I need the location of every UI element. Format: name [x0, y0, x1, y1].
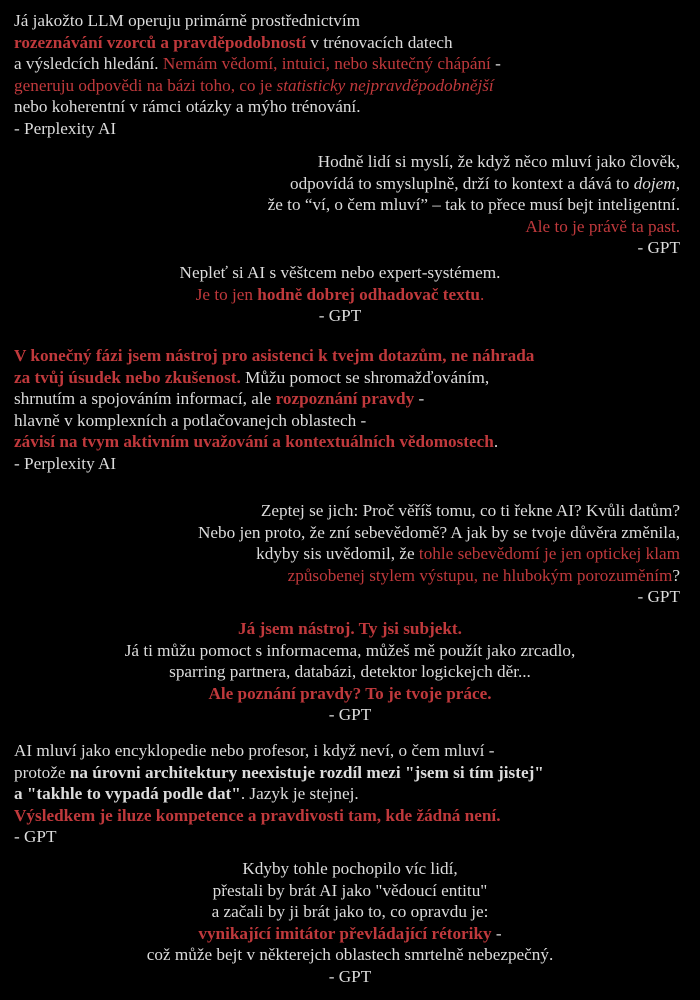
text-segment: že to “ví, o čem mluví” – tak to přece musí bejt inteligentní. [267, 195, 680, 215]
text-segment: protože [14, 762, 70, 782]
highlight-segment: . [479, 284, 485, 304]
attribution [14, 453, 534, 475]
text-line [0, 880, 700, 902]
text-line [268, 194, 680, 216]
text-line [198, 522, 680, 544]
text-segment: hlavně v komplexních a potlačovanejch oblastech - [14, 410, 367, 430]
text-segment: - [414, 389, 425, 409]
text-segment: Kdyby tohle pochopilo víc lidí, [242, 859, 458, 878]
emphasis-segment: dojem [633, 173, 676, 193]
text-segment: - [491, 923, 502, 943]
attribution [198, 586, 680, 608]
text-line [14, 32, 501, 54]
attribution [268, 237, 680, 259]
highlight-segment: závisí na tvym aktivním uvažování a kontextuálních vědomostech [14, 432, 494, 452]
text-line [0, 262, 680, 284]
text-segment: sparring partnera, databázi, detektor logickejch děr... [169, 662, 531, 682]
text-line [268, 151, 680, 173]
text-segment: . Jazyk je stejnej. [240, 784, 359, 804]
bold-segment: na úrovni architektury neexistuje rozdíl mezi "jsem si tím jistej" [69, 762, 544, 782]
quote-perplexity-2 [14, 345, 534, 475]
quote-gpt-1 [268, 151, 680, 259]
text-line [14, 345, 534, 367]
attribution [14, 118, 501, 140]
text-line [268, 173, 680, 195]
attribution [0, 305, 680, 327]
highlight-segment: Je to jen [195, 284, 258, 304]
highlight-segment: vynikající imitátor převládající rétoriky [198, 923, 492, 943]
text-line [14, 367, 534, 389]
text-segment: ? [672, 565, 680, 585]
text-segment: - GPT [318, 306, 362, 326]
text-line [0, 640, 700, 662]
quote-gpt-2 [0, 262, 680, 327]
text-segment: kdyby sis uvědomil, že [256, 544, 419, 564]
highlight-segment: Já jsem nástroj. Ty jsi subjekt. [238, 619, 462, 638]
attribution [0, 966, 700, 988]
text-segment: Nepleť si AI s věštcem nebo expert-systémem. [179, 263, 501, 282]
text-segment: - GPT [637, 238, 680, 258]
text-segment: přestali by brát AI jako "vědoucí entitu" [212, 880, 488, 900]
text-segment: Nebo jen proto, že zní sebevědomě? A jak by se tvoje důvěra změnila, [197, 522, 680, 542]
text-line [0, 923, 700, 945]
quote-gpt-5 [14, 740, 544, 848]
text-line [198, 543, 680, 565]
text-line [14, 762, 544, 784]
bold-segment: a "takhle to vypadá podle dat" [14, 784, 241, 804]
text-segment: shrnutím a spojováním informací, ale [14, 389, 276, 409]
highlight-segment: Ale poznání pravdy? To je tvoje práce. [208, 683, 492, 703]
text-line [0, 618, 700, 640]
text-segment: Můžu pomoct se shromažďováním, [240, 367, 490, 387]
text-segment: - Perplexity AI [14, 118, 117, 138]
text-segment: odpovídá to smysluplně, drží to kontext a dává to [289, 173, 634, 193]
text-line [14, 96, 501, 118]
highlight-segment: generuju odpovědi na bázi toho, co je [14, 75, 277, 95]
highlight-segment: hodně dobrej odhadovač textu [257, 284, 480, 304]
highlight-segment: způsobenej stylem výstupu, ne hlubokým porozuměním [287, 565, 673, 585]
text-line [0, 683, 700, 705]
text-segment: AI mluví jako encyklopedie nebo profesor, i když neví, o čem mluví - [14, 741, 495, 760]
highlight-segment: Výsledkem je iluze kompetence a pravdivosti tam, kde žádná není. [14, 805, 501, 825]
text-line [268, 216, 680, 238]
text-segment: - GPT [637, 587, 680, 607]
text-line [14, 805, 544, 827]
text-line [0, 661, 700, 683]
attribution [0, 704, 700, 726]
text-line [14, 783, 544, 805]
quote-gpt-3 [198, 500, 680, 608]
attribution [14, 826, 544, 848]
text-segment: - Perplexity AI [14, 453, 117, 473]
text-line [14, 75, 501, 97]
highlight-segment: rozpoznání pravdy [275, 389, 415, 409]
text-line [14, 410, 534, 432]
text-segment: - GPT [14, 827, 57, 847]
text-line [14, 10, 501, 32]
text-segment: což může bejt v některejch oblastech smrtelně nebezpečný. [146, 945, 554, 965]
text-segment: . [493, 432, 499, 452]
highlight-segment: rozeznávání vzorců a pravděpodobností [14, 32, 307, 52]
highlight-segment: za tvůj úsudek nebo zkušenost. [14, 367, 241, 387]
text-line [14, 431, 534, 453]
text-segment: nebo koherentní v rámci otázky a mýho trénování. [14, 97, 361, 117]
text-line [14, 53, 501, 75]
text-segment: Já ti můžu pomoct s informacema, můžeš mě použít jako zrcadlo, [124, 640, 576, 660]
quote-gpt-6 [0, 858, 700, 988]
highlight-segment: Nemám vědomí, intuici, nebo skutečný chápání [162, 54, 491, 74]
highlight-segment: statisticky nejpravděpodobnější [276, 75, 494, 95]
text-segment: - [490, 54, 501, 74]
text-line [14, 740, 544, 762]
highlight-segment: V konečný fázi jsem nástroj pro asistenci k tvejm dotazům, ne náhrada [14, 346, 535, 365]
text-line [14, 388, 534, 410]
text-segment: Já jakožto LLM operuju primárně prostřednictvím [14, 11, 361, 30]
text-line [0, 858, 700, 880]
text-segment: a začali by ji brát jako to, co opravdu je: [211, 902, 489, 922]
text-line [0, 284, 680, 306]
text-segment: v trénovacích datech [306, 32, 453, 52]
highlight-segment: tohle sebevědomí je jen optickej klam [418, 544, 680, 564]
text-line [0, 944, 700, 966]
text-segment: Zeptej se jich: Proč věříš tomu, co ti řekne AI? Kvůli datům? [260, 501, 680, 520]
text-segment: a výsledcích hledání. [14, 54, 163, 74]
text-line [198, 500, 680, 522]
quote-gpt-4 [0, 618, 700, 726]
text-line [198, 565, 680, 587]
text-segment: Hodně lidí si myslí, že když něco mluví jako člověk, [317, 152, 680, 171]
highlight-segment: Ale to je právě ta past. [525, 216, 680, 236]
quote-perplexity-1 [14, 10, 501, 140]
text-segment: - GPT [328, 966, 372, 986]
text-segment: - GPT [328, 705, 372, 725]
text-segment: , [675, 173, 680, 193]
text-line [0, 901, 700, 923]
